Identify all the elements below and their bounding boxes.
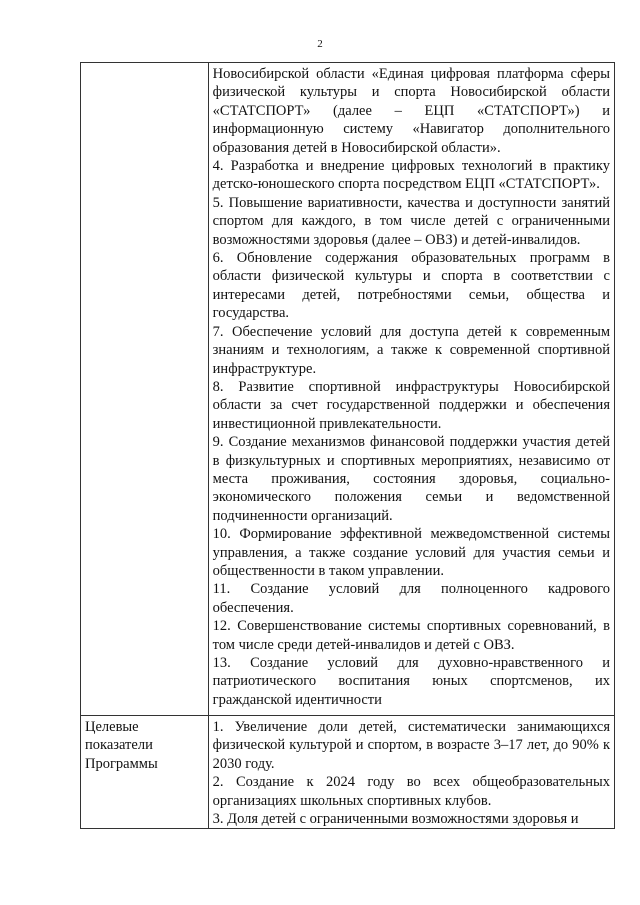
list-item: 8. Развитие спортивной инфраструктуры Новосибирской области за счет государственной поддержки и обеспечения инвестиционной привлекательности. xyxy=(212,378,610,432)
row-content-cell xyxy=(208,63,614,716)
list-item: 7. Обеспечение условий для доступа детей к современным знаниям и технологиям, а также к современной спортивной инфраструктуре. xyxy=(212,323,610,377)
list-item: 3. Доля детей с ограниченными возможностями здоровья и xyxy=(212,811,579,828)
table-row xyxy=(81,716,615,829)
list-item: Новосибирской области «Единая цифровая платформа сферы физической культуры и спорта Новосибирской области «СТАТСПОРТ» (далее – ЕЦП «СТАТСПОРТ») и информационную систему «Навигатор дополнительного образования детей в Новосибирской области». xyxy=(212,66,610,156)
list-item: 9. Создание механизмов финансовой поддержки участия детей в физкультурных и спортивных мероприятиях, независимо от места проживания, состояния здоровья, социально-экономического положения семьи и ведомственной подчиненности организаций. xyxy=(212,434,610,524)
list-item: 2. Создание к 2024 году во всех общеобразовательных организациях школьных спортивных клубов. xyxy=(212,774,610,809)
list-item: 10. Формирование эффективной межведомственной системы управления, а также создание условий для участия семьи и общественности в таком управлении. xyxy=(212,526,610,579)
list-item: 11. Создание условий для полноценного кадрового обеспечения. xyxy=(212,581,610,616)
list-item: 6. Обновление содержания образовательных программ в области физической культуры и спорта в соответствии с интересами детей, потребностями семьи, общества и государства. xyxy=(212,250,610,322)
row-content-cell xyxy=(208,716,614,829)
list-item: 5. Повышение вариативности, качества и доступности занятий спортом для каждого, в том числе детей с ограниченными возможностями здоровья (далее – ОВЗ) и детей-инвалидов. xyxy=(212,194,610,248)
table-row xyxy=(81,63,615,716)
list-item: 4. Разработка и внедрение цифровых технологий в практику детско-юношеского спорта посредством ЕЦП «СТАТСПОРТ». xyxy=(212,158,610,193)
page-number: 2 xyxy=(317,38,323,50)
row-label-cell xyxy=(81,716,209,829)
program-passport-table xyxy=(80,62,615,829)
row-label: Целевые показатели Программы xyxy=(85,719,158,772)
list-item: 1. Увеличение доли детей, систематически занимающихся физической культурой и спортом, в возрасте 3–17 лет, до 90% к 2030 году. xyxy=(212,719,610,772)
list-item: 13. Создание условий для духовно-нравственного и патриотического воспитания юных спортсменов, их гражданской идентичности xyxy=(212,655,610,708)
row-label-cell xyxy=(81,63,209,716)
list-item: 12. Совершенствование системы спортивных соревнований, в том числе среди детей-инвалидов и детей с ОВЗ. xyxy=(212,618,610,653)
